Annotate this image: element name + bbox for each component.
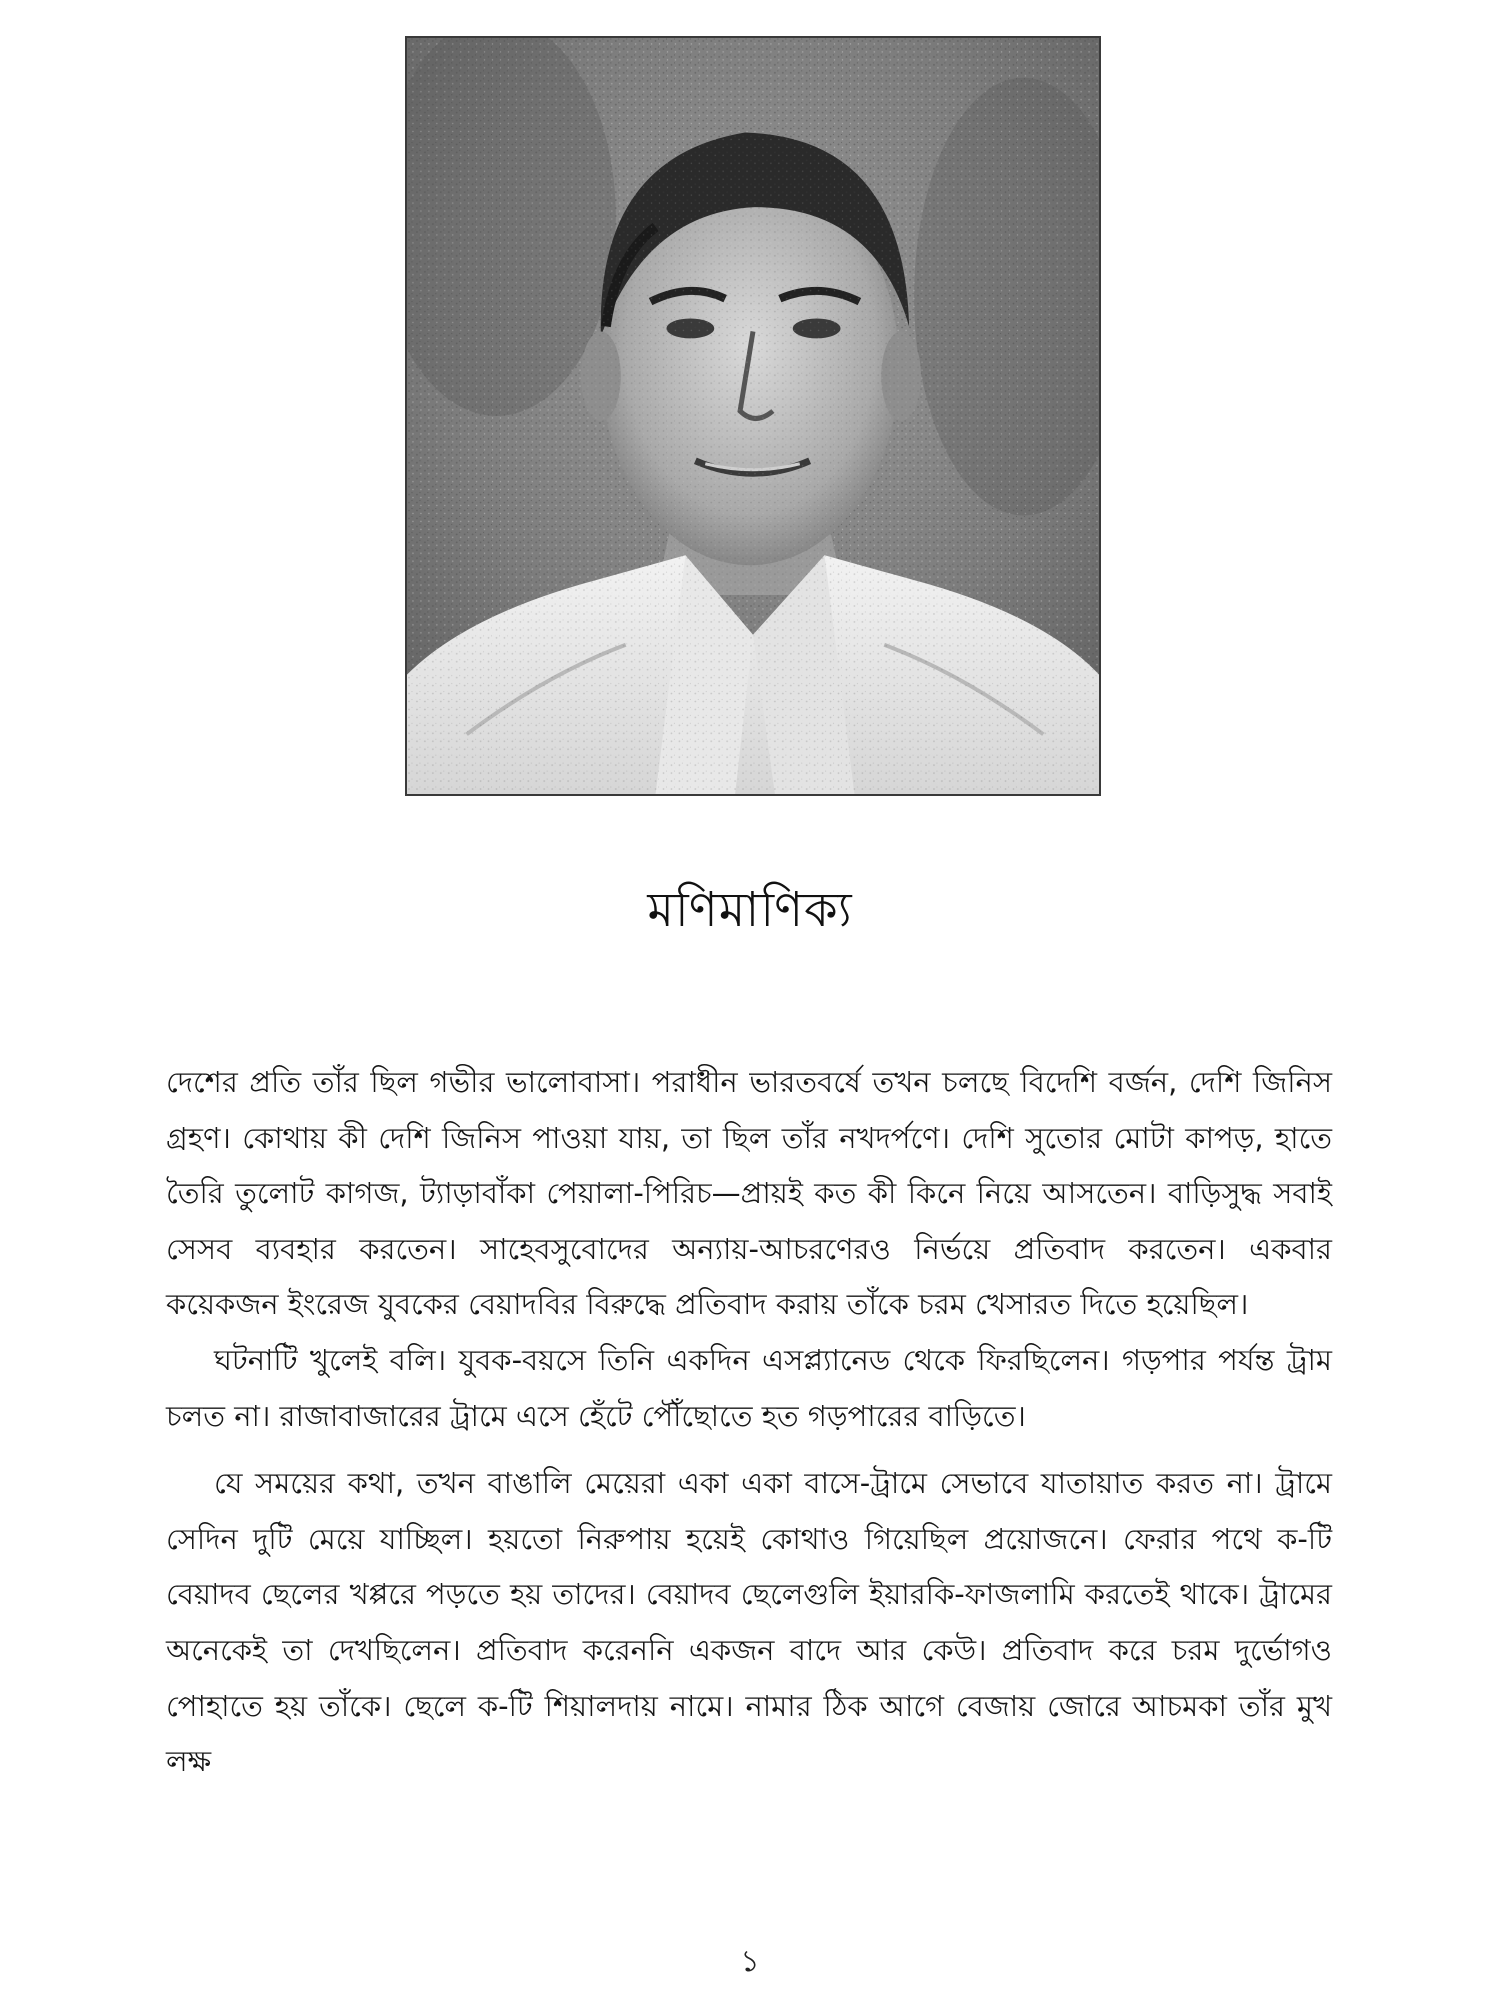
page-title: মণিমাণিক্য (647, 882, 853, 938)
paragraph-2: ঘটনাটি খুলেই বলি। যুবক-বয়সে তিনি একদিন এসপ্ল্যানেড থেকে ফিরছিলেন। গড়পার পর্যন্ত ট্রাম চলত না। রাজাবাজারের ট্রামে এসে হেঁটে পৌঁছোতে হত গড়পারের বাড়িতে। (166, 1342, 1332, 1433)
portrait-photo (405, 36, 1101, 796)
page-number: ১ (740, 1944, 760, 1979)
paragraph-3: যে সময়ের কথা, তখন বাঙালি মেয়েরা একা একা বাসে-ট্রামে সেভাবে যাতায়াত করত না। ট্রামে সেদিন দুটি মেয়ে যাচ্ছিল। হয়তো নিরুপায় হয়েই কোথাও গিয়েছিল প্রয়োজনে। ফেরার পথে ক-টি বেয়াদব ছেলের খপ্পরে পড়তে হয় তাদের। বেয়াদব ছেলেগুলি ইয়ারকি-ফাজলামি করতেই থাকে। ট্রামের অনেকেই তা দেখছিলেন। প্রতিবাদ করেননি একজন বাদে আর কেউ। প্রতিবাদ করে চরম দুর্ভোগও পোহাতে হয় তাঁকে। ছেলে ক-টি শিয়ালদায় নামে। নামার ঠিক আগে বেজায় জোরে আচমকা তাঁর মুখ লক্ষ (166, 1466, 1332, 1779)
portrait-photo-icon (407, 38, 1099, 794)
body-text (166, 1055, 1332, 1790)
paragraph-1: দেশের প্রতি তাঁর ছিল গভীর ভালোবাসা। পরাধীন ভারতবর্ষে তখন চলছে বিদেশি বর্জন, দেশি জিনিস গ্রহণ। কোথায় কী দেশি জিনিস পাওয়া যায়, তা ছিল তাঁর নখদর্পণে। দেশি সুতোর মোটা কাপড়, হাতে তৈরি তুলোট কাগজ, ট্যাড়াবাঁকা পেয়ালা-পিরিচ—প্রায়ই কত কী কিনে নিয়ে আসতেন। বাড়িসুদ্ধ সবাই সেসব ব্যবহার করতেন। সাহেবসুবোদের অন্যায়-আচরণেরও নির্ভয়ে প্রতিবাদ করতেন। একবার কয়েকজন ইংরেজ যুবকের বেয়াদবির বিরুদ্ধে প্রতিবাদ করায় তাঁকে চরম খেসারত দিতে হয়েছিল। (166, 1065, 1332, 1322)
